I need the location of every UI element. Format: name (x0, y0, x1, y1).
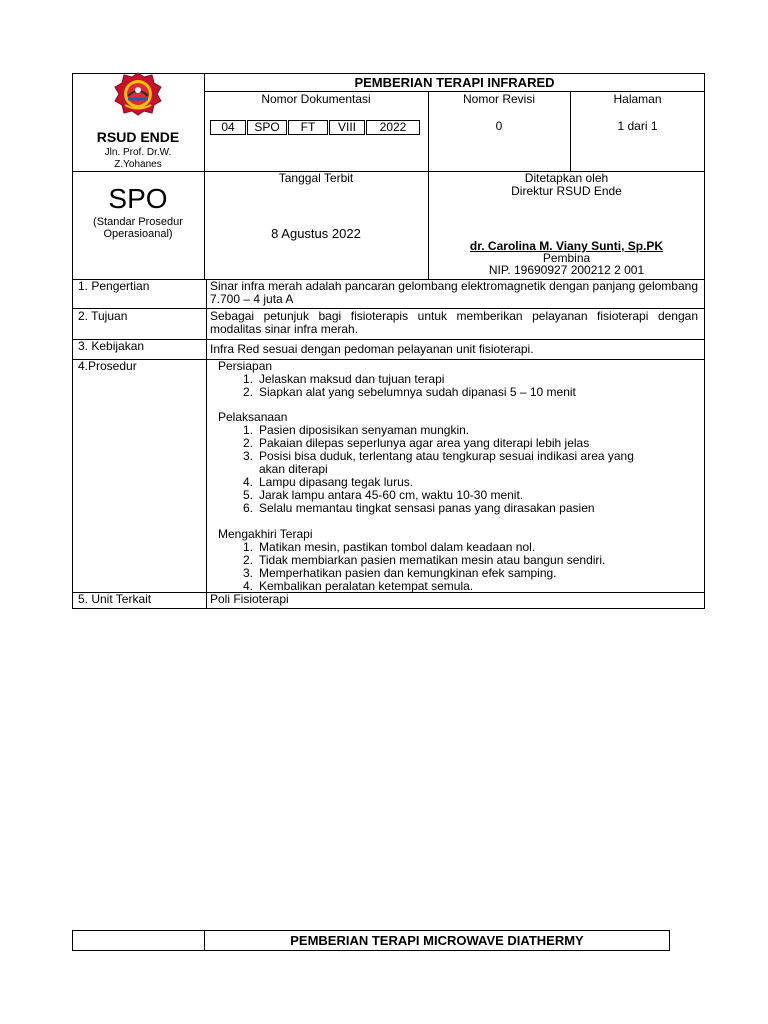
issue-date-value: 8 Agustus 2022 (271, 226, 361, 241)
table-divider (72, 359, 705, 360)
section-title-pelaksanaan: Pelaksanaan (218, 410, 288, 424)
hospital-address-line2: Z.Yohanes (114, 159, 162, 170)
doc-number-part: 04 (210, 120, 246, 135)
doc-number-part: 2022 (366, 120, 420, 135)
row-label-unit: 5. Unit Terkait (78, 592, 152, 606)
table-divider (206, 279, 207, 609)
page-title: PEMBERIAN TERAPI INFRARED (354, 75, 555, 90)
doc-number-part: SPO (247, 120, 287, 135)
row-label-pengertian: 1. Pengertian (78, 279, 150, 293)
revision-value: 0 (495, 119, 503, 133)
section-title-mengakhiri: Mengakhiri Terapi (218, 527, 313, 541)
row-label-prosedur: 4.Prosedur (78, 359, 137, 373)
row-label-tujuan: 2. Tujuan (78, 309, 128, 323)
issue-date-label: Tanggal Terbit (278, 171, 354, 185)
next-doc-title: PEMBERIAN TERAPI MICROWAVE DIATHERMY (290, 933, 584, 948)
row-text-pengertian: Sinar infra merah adalah pancaran gelombang elektromagnetik dengan panjang gelombang 7.700 – 4 juta A (210, 279, 698, 306)
row-text-tujuan: Sebagai petunjuk bagi fisioterapis untuk memberikan pelayanan fisioterapi dengan modalitas sinar infra merah. (210, 309, 698, 336)
page-label: Halaman (613, 92, 662, 106)
approver-name: dr. Carolina M. Viany Sunti, Sp.PK (469, 239, 664, 253)
spo-heading: SPO (108, 183, 168, 214)
hospital-logo (113, 72, 163, 116)
spo-fullname-line1: (Standar Prosedur (93, 216, 183, 228)
approved-label-line2: Direktur RSUD Ende (511, 184, 622, 198)
page-value: 1 dari 1 (617, 119, 658, 133)
revision-label: Nomor Revisi (462, 92, 535, 106)
row-text-kebijakan: Infra Red sesuai dengan pedoman pelayanan unit fisioterapi. (210, 342, 534, 356)
row-text-unit: Poli Fisioterapi (210, 592, 289, 606)
approved-label-line1: Ditetapkan oleh (524, 171, 609, 185)
section-title-persiapan: Persiapan (218, 359, 273, 373)
hospital-name: RSUD ENDE (96, 129, 180, 145)
approver-rank: Pembina (542, 251, 591, 265)
doc-number-part: VIII (329, 120, 365, 135)
doc-number-part: FT (288, 120, 328, 135)
doc-number-label: Nomor Dokumentasi (261, 92, 371, 106)
spo-fullname-line2: Operasioanal) (103, 228, 173, 240)
hospital-address-line1: Jln. Prof. Dr.W. (104, 147, 172, 158)
row-label-kebijakan: 3. Kebijakan (78, 339, 145, 353)
table-divider (72, 339, 705, 340)
approver-nip: NIP. 19690927 200212 2 001 (488, 263, 645, 277)
